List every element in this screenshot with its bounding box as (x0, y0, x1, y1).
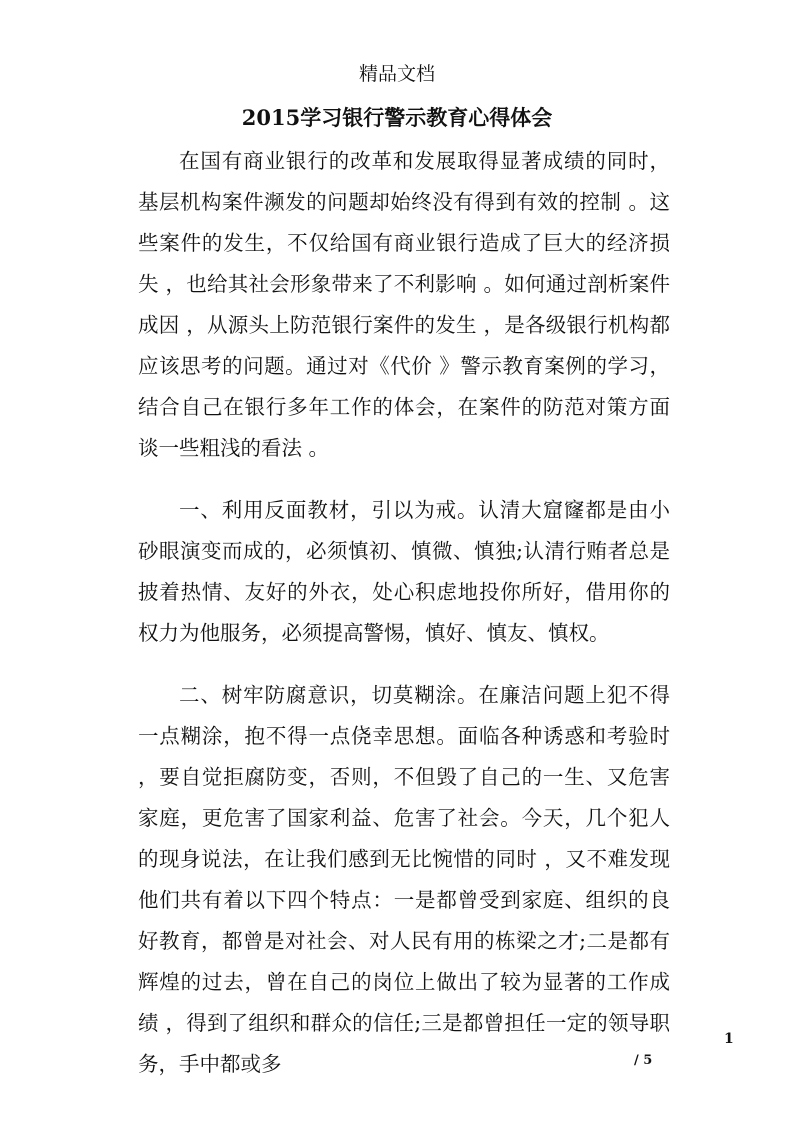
page-total: / 5 (634, 1053, 653, 1068)
document-body (138, 141, 670, 1085)
document-title: 2015学习银行警示教育心得体会 (241, 105, 553, 130)
page-number: 1 (724, 1031, 734, 1047)
document-header: 精品文档 (358, 63, 435, 85)
paragraph-point-one: 一、利用反面教材，引以为戒。认清大窟窿都是由小砂眼演变而成的，必须慎初、慎微、慎独;认清行贿者总是披着热情、友好的外衣，处心积虑地投你所好，借用你的权力为他服务，必须提高警惕，慎好、慎友、慎权。 (138, 498, 670, 645)
paragraph-point-two: 二、树牢防腐意识，切莫糊涂。在廉洁问题上犯不得一点糊涂，抱不得一点侥幸思想。面临各种诱惑和考验时 ，要自觉拒腐防变，否则，不但毁了自己的一生、又危害家庭，更危害了国家利益、危害了社会。今天，几个犯人的现身说法，在让我们感到无比惋惜的同时 ，又不难发现他们共有着以下四个特点：一是都曾受到家庭、组织的良好教育，都曾是对社会、对人民有用的栋梁之才;二是都有辉煌的过去，曾在自己的岗位上做出了较为显著的工作成绩 ，得到了组织和群众的信任;三是都曾担任一定的领导职务，手中都或多 (138, 683, 670, 1076)
paragraph-intro: 在国有商业银行的改革和发展取得显著成绩的同时，基层机构案件濒发的问题却始终没有得到有效的控制 。这些案件的发生，不仅给国有商业银行造成了巨大的经济损失 ，也给其社会形象带来了不利影响 。如何通过剖析案件成因 ，从源头上防范银行案件的发生 ，是各级银行机构都应该思考的问题。通过对《代价 》警示教育案例的学习，结合自己在银行多年工作的体会，在案件的防范对策方面谈一些粗浅的看法 。 (138, 149, 670, 460)
